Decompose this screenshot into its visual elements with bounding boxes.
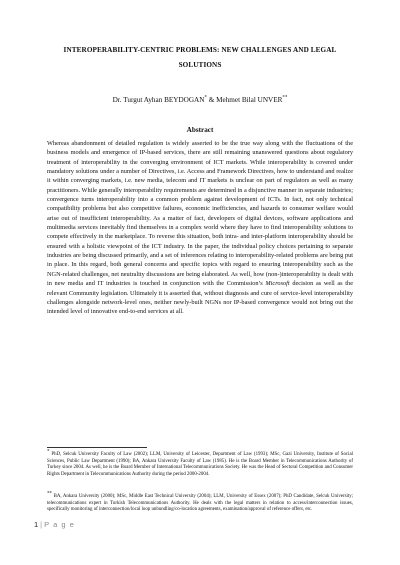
abstract-body [47, 139, 353, 317]
abstract-italic-term: Microsoft [265, 280, 290, 288]
author-joiner: & [206, 96, 217, 104]
page-label: P a g e [44, 520, 75, 529]
abstract-heading: Abstract [186, 126, 214, 134]
author-line [50, 95, 350, 105]
footnote-first-author [47, 449, 353, 478]
author-first-footnote-mark[interactable]: * [204, 95, 207, 101]
footnote-mark: * [47, 449, 50, 455]
paper-title: INTEROPERABILITY-CENTRIC PROBLEMS: NEW CHALLENGES AND LEGAL SOLUTIONS [63, 46, 337, 69]
footnote-mark: ** [47, 491, 52, 497]
abstract-text-part2: decision as well as the relevant Community legislation. Ultimately it is asserted that, without diagnosis and cure of service-level interoperability challenges alongside network-level ones, neither newly-built NGNs nor IP-based convergence would not bring out the intended level of innovative end-to-end services at all. [47, 280, 353, 316]
footer-separator: | [40, 520, 43, 529]
footnote-divider [47, 447, 147, 448]
abstract-text-part1: Whereas abandonment of detailed regulation is widely asserted to be the true way along with the fluctuations of the business models and emergence of IP-based services, there are still remaining unanswered questions about regulatory treatment of interoperability in the converging environment of ICT markets. While interoperability is covered under mandatory solutions under a number of Directives, i.e. Access and Framework Directives, how to understand and realize it within converging markets, i.e. new media, telecom and IT markets is unclear on part of regulators as well as many practitioners. While generally interoperability requirements are determined in a disjunctive manner in separate industries; convergence turns interoperability into a common problem against development of ICTs. In fact, not only technical compatibility problems but also competitive failures, economic inefficiencies, and hazards to consumer welfare would arise out of insufficient interoperability. As a matter of fact, developers of digital devices, software applications and multimedia services inevitably find themselves in a complex world where they have to find interoperability solutions to compete effectively in the marketplace. To reverse this situation, both intra- and inter-platform interoperability should be ensured with a holistic viewpoint of the ICT industry. In the paper, the individual policy choices pertaining to separate industries are being discussed primarily, and a set of inferences relating to interoperability-related problems are being put in place. In this regard, both general concerns and specific topics with regard to ensuring interoperability such as the NGN-related challenges, net neutrality discussions are being elaborated. As well, how (non-)interoperability is dealt with in new media and IT industries is touched in conjunction with the Commission’s [47, 140, 353, 288]
author-second: Mehmet Bilal UNVER [216, 96, 283, 104]
footnote-second-author [47, 491, 353, 514]
page-number: 1 [34, 520, 39, 529]
footnote-text: BA, Ankara University (2000); MSc, Middle East Technical University (2004); LLM, University of Essex (2007); PhD Candidate, Selcuk University; telecommunications expert in Turkish Telecommunications Authority. He deals with the legal matters in relation to access/interconnection issues, specifically monitoring of interconnection/local loop unbundling/co-location agreements, examination/approval of reference offers, etc. [47, 494, 353, 513]
page-footer [34, 520, 75, 530]
author-second-footnote-mark[interactable]: ** [282, 95, 288, 101]
author-first: Dr. Turgut Ayhan BEYDOGAN [112, 96, 205, 104]
footnote-text: PhD, Selcuk University Faculty of Law (2002); LLM, University of Leicester, Department of Law (1993); MSc, Gazi University, Institute of Social Sciences, Public Law Department (1990); BA, Ankara University Faculty of Law (1985). He is the Board Member in Telecommunications Authority of Turkey since 2004. As well, he is the Board Member of International Telecommunications Society. He was the Head of Sectoral Competition and Consumer Rights Department in Telecommunications Authority during the period 2000-2004. [47, 452, 353, 477]
